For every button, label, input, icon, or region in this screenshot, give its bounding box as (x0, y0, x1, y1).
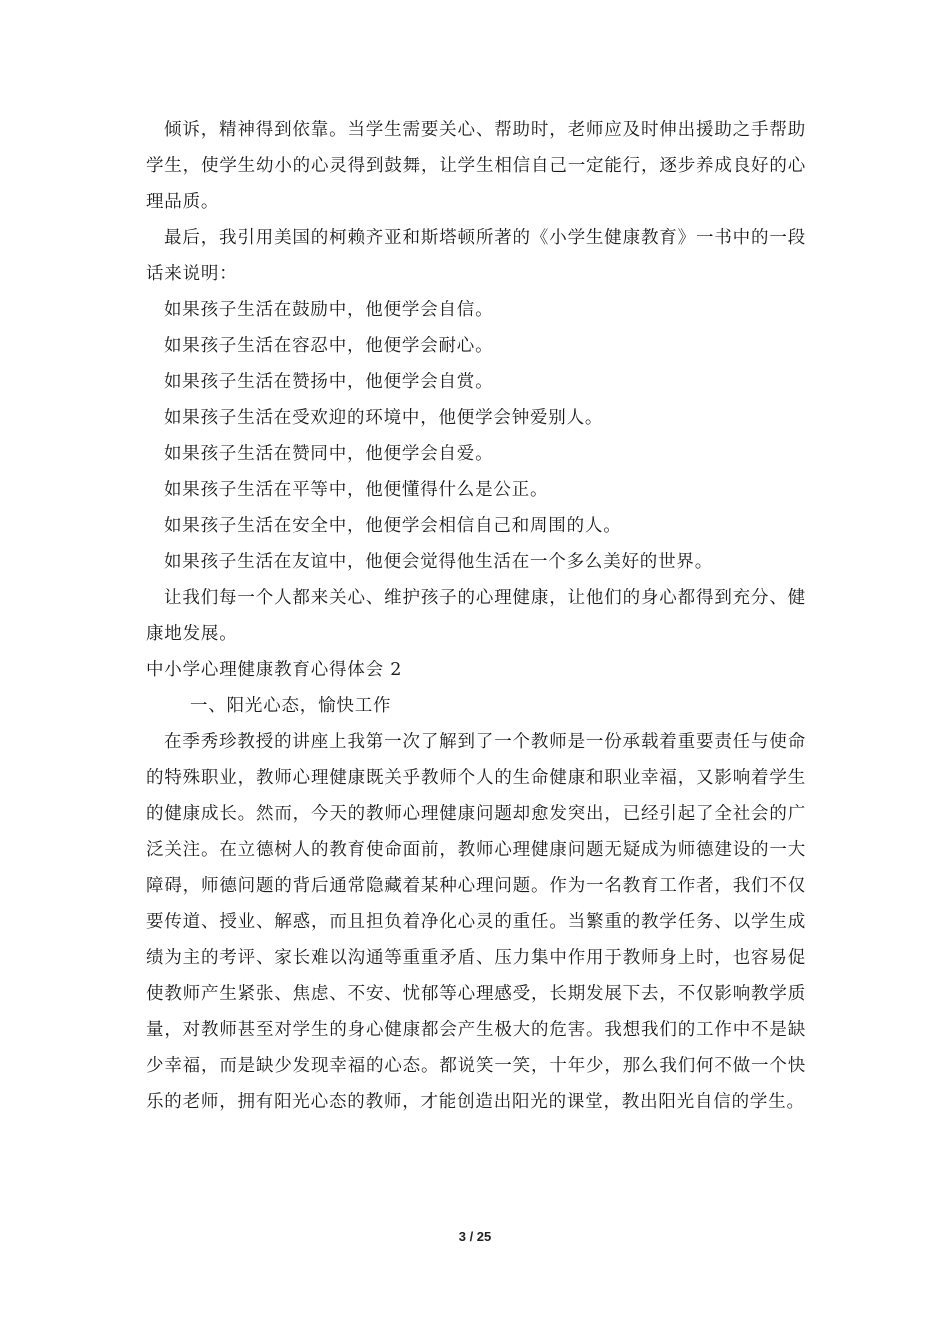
document-body (146, 112, 806, 1120)
quote-line: 如果孩子生活在赞扬中，他便学会自赏。 (164, 372, 494, 392)
quote-line: 如果孩子生活在赞同中，他便学会自爱。 (164, 444, 494, 464)
quote-line: 如果孩子生活在平等中，他便懂得什么是公正。 (164, 480, 549, 500)
paragraph: 倾诉，精神得到依靠。当学生需要关心、帮助时，老师应及时伸出援助之手帮助学生，使学生幼小的心灵得到鼓舞，让学生相信自己一定能行，逐步养成良好的心理品质。 (146, 120, 806, 212)
paragraph: 最后，我引用美国的柯赖齐亚和斯塔顿所著的《小学生健康教育》一书中的一段话来说明： (146, 228, 806, 284)
paragraph: 在季秀珍教授的讲座上我第一次了解到了一个教师是一份承载着重要责任与使命的特殊职业，教师心理健康既关乎教师个人的生命健康和职业幸福，又影响着学生的健康成长。然而，今天的教师心理健康问题却愈发突出，已经引起了全社会的广泛关注。在立德树人的教育使命面前，教师心理健康问题无疑成为师德建设的一大障碍，师德问题的背后通常隐藏着某种心理问题。作为一名教育工作者，我们不仅要传道、授业、解惑，而且担负着净化心灵的重任。当繁重的教学任务、以学生成绩为主的考评、家长难以沟通等重重矛盾、压力集中作用于教师身上时，也容易促使教师产生紧张、焦虑、不安、忧郁等心理感受，长期发展下去，不仅影响教学质量，对教师甚至对学生的身心健康都会产生极大的危害。我想我们的工作中不是缺少幸福，而是缺少发现幸福的心态。都说笑一笑，十年少，那么我们何不做一个快乐的老师，拥有阳光心态的教师，才能创造出阳光的课堂，教出阳光自信的学生。 (146, 732, 806, 1112)
quote-line: 如果孩子生活在安全中，他便学会相信自己和周围的人。 (164, 516, 622, 536)
quote-line: 如果孩子生活在友谊中，他便会觉得他生活在一个多么美好的世界。 (164, 552, 713, 572)
section-heading: 一、阳光心态，愉快工作 (190, 696, 392, 716)
paragraph: 让我们每一个人都来关心、维护孩子的心理健康，让他们的身心都得到充分、健康地发展。 (146, 588, 806, 644)
quote-line: 如果孩子生活在受欢迎的环境中，他便学会钟爱别人。 (164, 408, 604, 428)
page-number: 3 / 25 (458, 1229, 492, 1244)
quote-line: 如果孩子生活在容忍中，他便学会耐心。 (164, 336, 494, 356)
section-title: 中小学心理健康教育心得体会 2 (146, 660, 403, 680)
quote-line: 如果孩子生活在鼓励中，他便学会自信。 (164, 300, 494, 320)
